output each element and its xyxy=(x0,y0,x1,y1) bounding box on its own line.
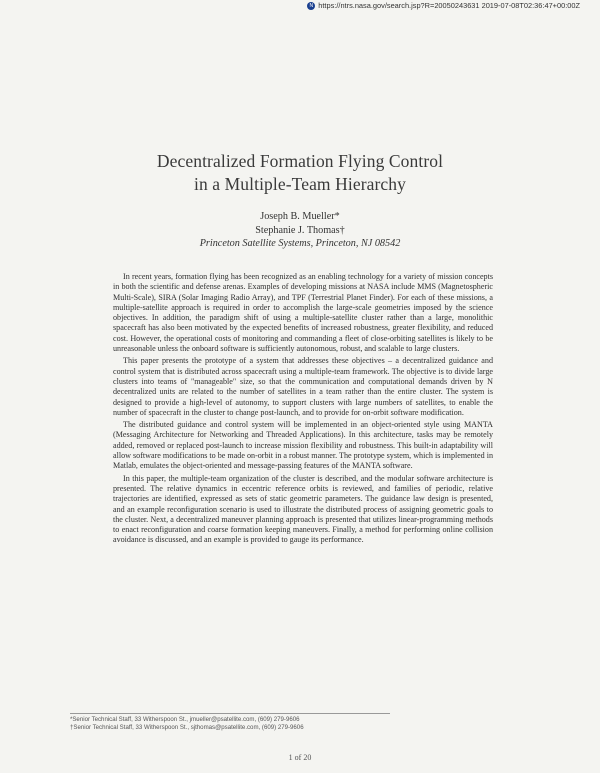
title-line-1: Decentralized Formation Flying Control xyxy=(156,151,444,171)
paragraph-2: This paper presents the prototype of a system that addresses these objectives – a decentralized guidance and control system that is distributed across spacecraft using a multiple-team framework. The objective is to divide large clusters into teams of "manageable" size, so that the communication and computational demands driven by N decentralized units are related to the number of satellites in a team rather than the entire cluster. The system is designed to provide a high-level of autonomy, to support clusters with large numbers of satellites, to enable the number of spacecraft in the cluster to change post-launch, and to provide for on-orbit software modification. xyxy=(113,356,493,417)
author-2: Stephanie J. Thomas† xyxy=(255,224,345,236)
abstract-body xyxy=(113,272,493,548)
source-url-link[interactable]: https://ntrs.nasa.gov/search.jsp?R=20050243631 2019-07-08T02:36:47+00:00Z xyxy=(318,1,580,10)
affiliation: Princeton Satellite Systems, Princeton, NJ 08542 xyxy=(199,238,401,249)
paragraph-1: In recent years, formation flying has been recognized as an enabling technology for a variety of mission concepts in both the scientific and defense arenas. Examples of developing missions at NASA include MMS (Magnetospheric Multi-Scale), SIRA (Solar Imaging Radio Array), and TPF (Terrestrial Planet Finder). For each of these missions, a multiple-satellite approach is required in order to accomplish the large-scale geometries imposed by the science objectives. In addition, the paradigm shift of using a multiple-satellite cluster rather than a large, monolithic spacecraft has also been motivated by the expected benefits of increased robustness, greater flexibility, and reduced cost. However, the operational costs of monitoring and commanding a fleet of close-orbiting satellites is likely to be unreasonable unless the onboard software is sufficiently autonomous, robust, and scalable to large clusters. xyxy=(113,272,493,354)
paragraph-4: In this paper, the multiple-team organization of the cluster is described, and the modular software architecture is presented. The relative dynamics in eccentric reference orbits is reviewed, and families of periodic, relative trajectories are identified, expressed as sets of static geometric parameters. The guidance law design is presented, and an example reconfiguration scenario is used to illustrate the distributed process of assigning geometric goals to the cluster. Next, a decentralized maneuver planning approach is presented that utilizes linear-programming methods to enact reconfiguration and coarse formation keeping maneuvers. Finally, a method for performing online collision avoidance is discussed, and an example is provided to gauge its performance. xyxy=(113,473,493,545)
author-1: Joseph B. Mueller* xyxy=(260,211,340,222)
nasa-meatball-icon: N xyxy=(307,2,315,10)
footnote-2: †Senior Technical Staff, 33 Witherspoon St., sjthomas@psatellite.com, (609) 279-9606 xyxy=(70,724,304,731)
footnotes xyxy=(70,713,390,732)
title-line-2: in a Multiple-Team Hierarchy xyxy=(194,174,406,194)
author-block xyxy=(0,210,600,251)
footnote-1: *Senior Technical Staff, 33 Witherspoon St., jmueller@psatellite.com, (609) 279-9606 xyxy=(70,716,300,723)
page-number: 1 of 20 xyxy=(288,753,312,762)
source-url-header xyxy=(307,1,580,10)
paragraph-3: The distributed guidance and control system will be implemented in an object-oriented style using MANTA (Messaging Architecture for Networking and Threaded Applications). In this architecture, tasks may be remotely added, removed or replaced post-launch to increase mission flexibility and robustness. This built-in adaptability will allow software modifications to be made on-orbit in a robust manner. The prototype system, which is implemented in Matlab, emulates the object-oriented and message-passing features of the MANTA software. xyxy=(113,420,493,471)
paper-title xyxy=(0,150,600,196)
